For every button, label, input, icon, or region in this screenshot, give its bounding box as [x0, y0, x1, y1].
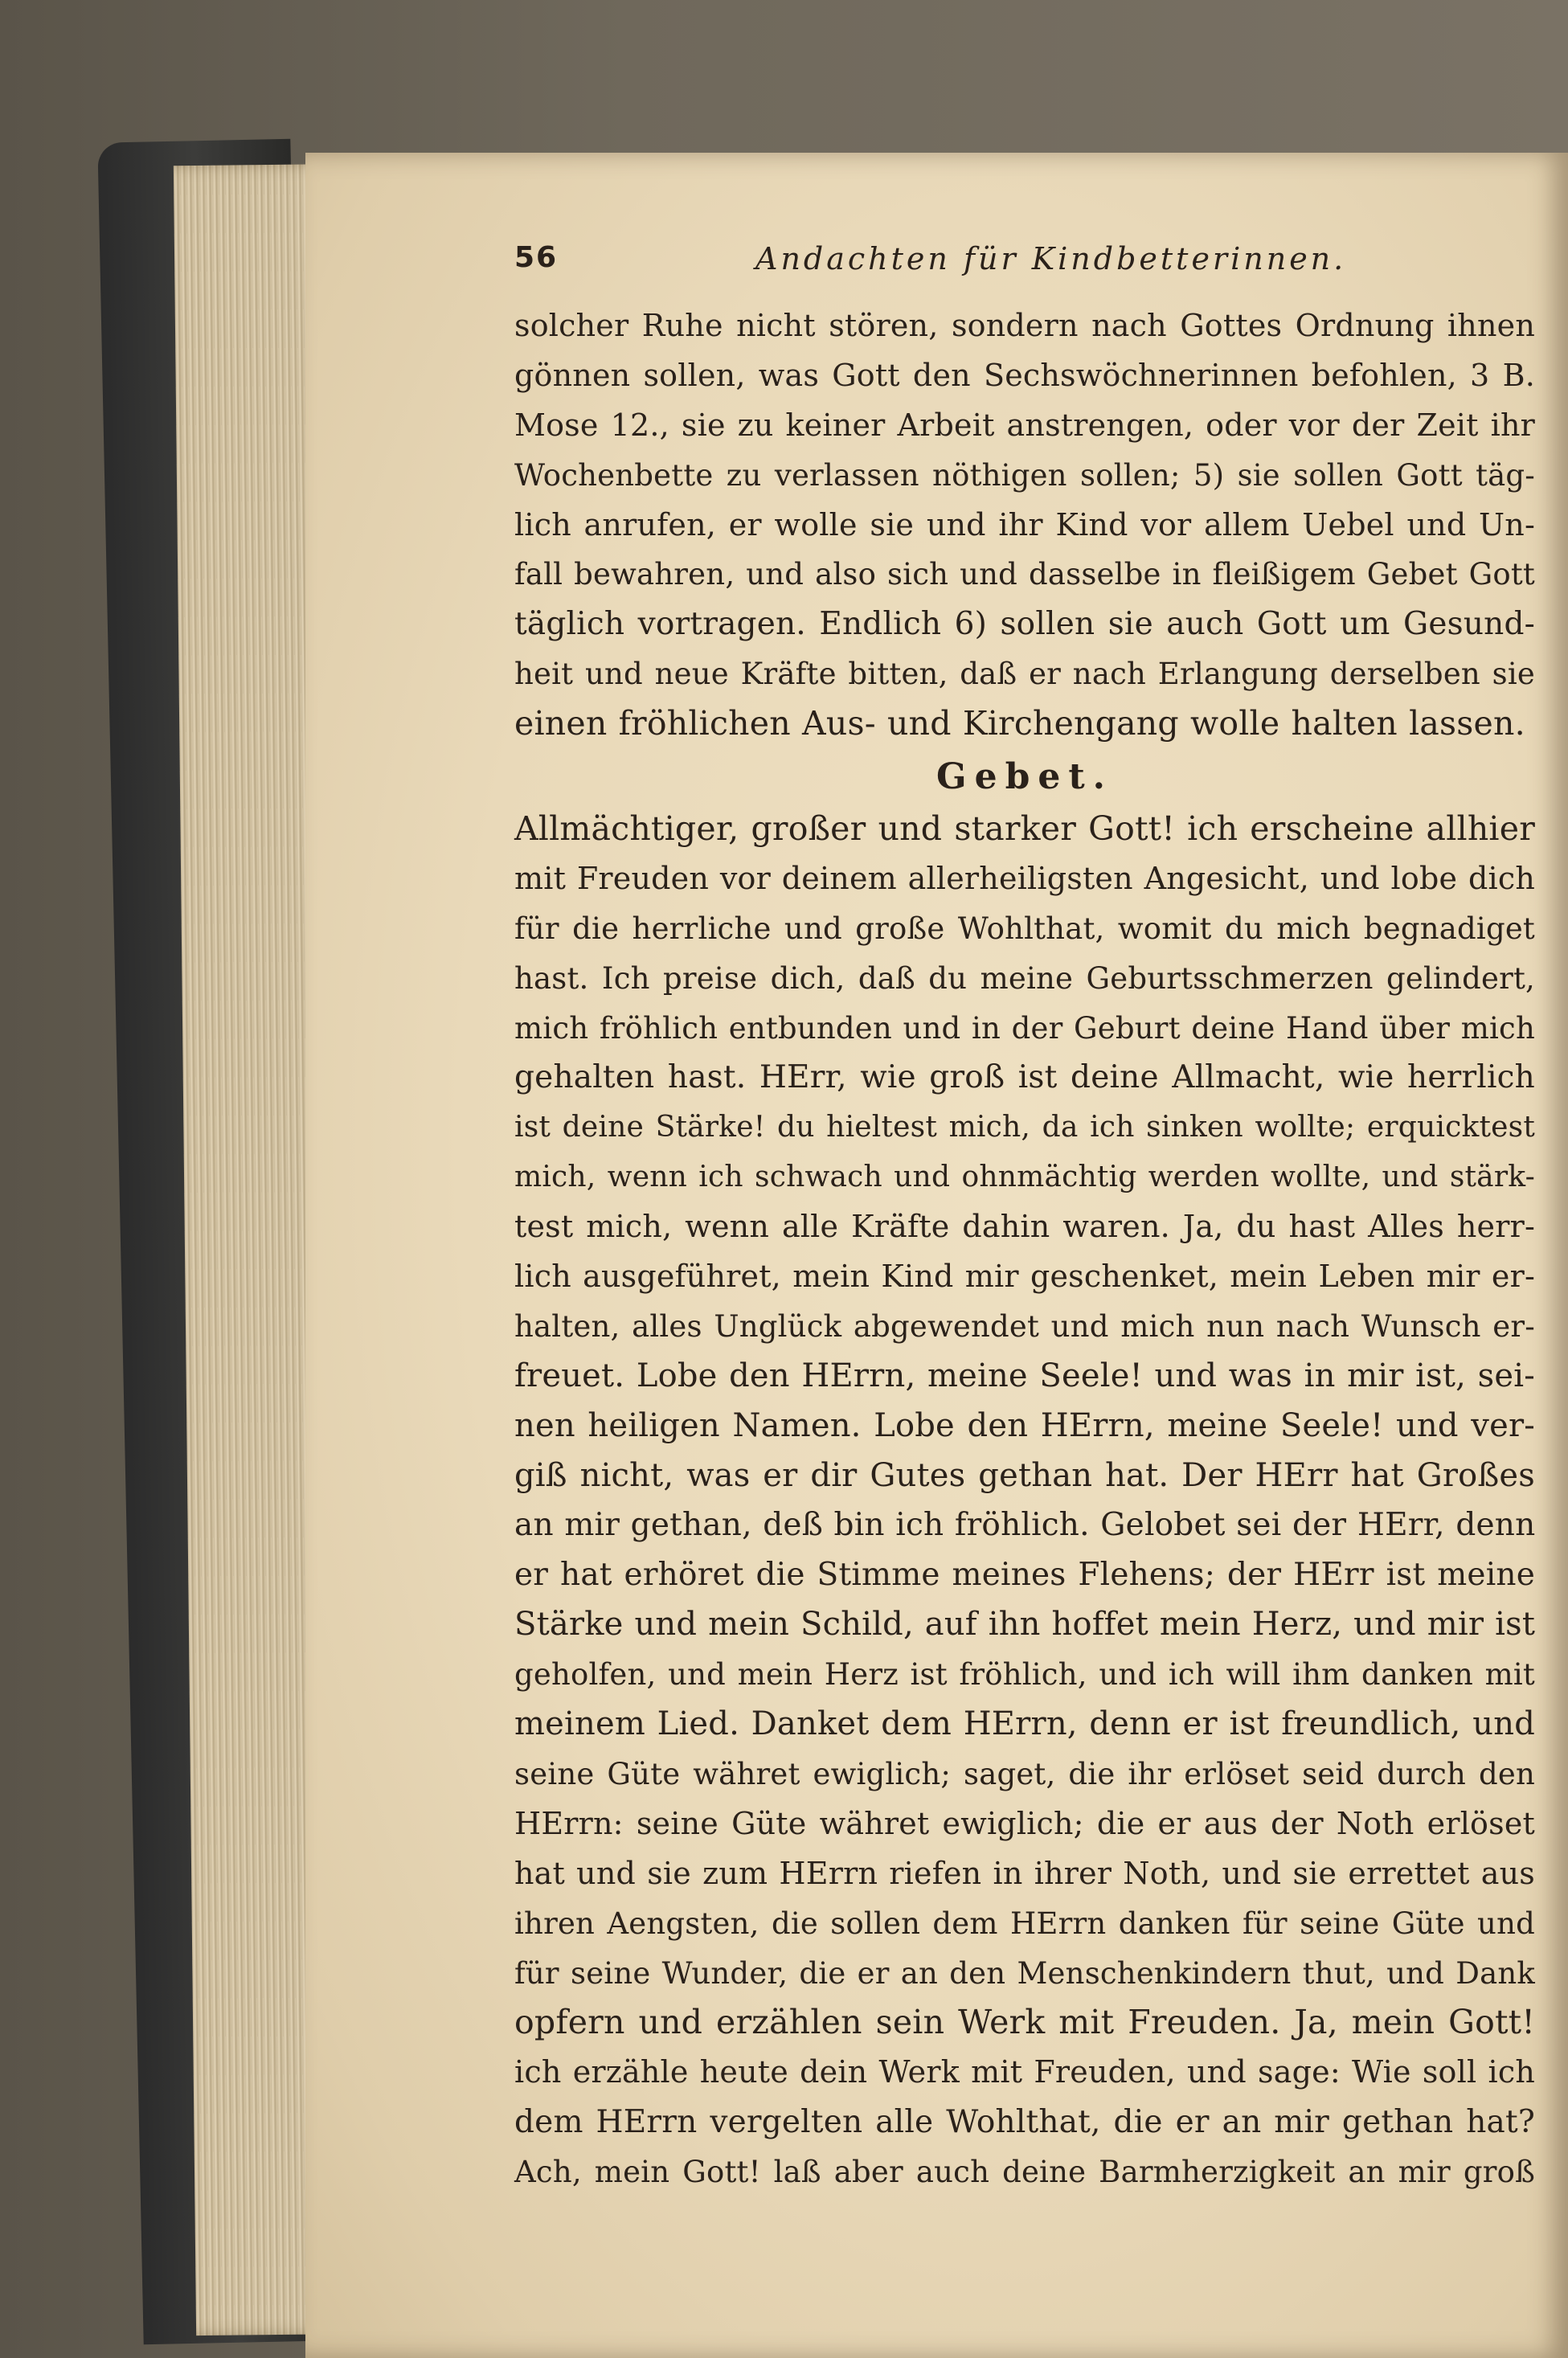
text-line: fall bewahren, und also sich und dasselbe in fleißigem Gebet Gott — [514, 557, 1535, 592]
text-line: hat und sie zum HErrn riefen in ihrer Noth, und sie errettet aus — [514, 1855, 1535, 1891]
text-line: ich erzähle heute dein Werk mit Freuden, und sage: Wie soll ich — [514, 2054, 1535, 2090]
text-line: opfern und erzählen sein Werk mit Freuden. Ja, mein Gott! — [514, 2003, 1535, 2042]
text-line: einen fröhlichen Aus- und Kirchengang wolle halten lassen. — [514, 704, 1525, 743]
text-line: geholfen, und mein Herz ist fröhlich, und ich will ihm danken mit — [514, 1657, 1535, 1693]
text-line: für seine Wunder, die er an den Menschenkindern thut, und Dank — [514, 1955, 1535, 1991]
text-line: solcher Ruhe nicht stören, sondern nach Gottes Ordnung ihnen — [514, 308, 1535, 343]
text-line: seine Güte währet ewiglich; saget, die ihr erlöset seid durch den — [514, 1756, 1535, 1791]
text-line: giß nicht, was er dir Gutes gethan hat. Der HErr hat Großes — [514, 1456, 1535, 1494]
text-line: er hat erhöret die Stimme meines Flehens; der HErr ist meine — [514, 1557, 1535, 1594]
text-line: Stärke und mein Schild, auf ihn hoffet mein Herz, und mir ist — [514, 1606, 1536, 1644]
text-line: mich fröhlich entbunden und in der Geburt deine Hand über mich — [514, 1010, 1535, 1046]
text-line: gehalten hast. HErr, wie groß ist deine Allmacht, wie herrlich — [514, 1059, 1535, 1096]
text-line: nen heiligen Namen. Lobe den HErrn, meine Seele! und ver- — [514, 1406, 1535, 1444]
text-line: test mich, wenn alle Kräfte dahin waren. Ja, du hast Alles herr- — [514, 1209, 1535, 1245]
text-line: Ach, mein Gott! laß aber auch deine Barmherzigkeit an mir groß — [514, 2155, 1535, 2190]
section-heading: Gebet. — [936, 756, 1113, 798]
running-header — [514, 241, 1519, 289]
text-line: meinem Lied. Danket dem HErrn, denn er ist freundlich, und — [514, 1705, 1535, 1743]
text-line: lich ausgeführet, mein Kind mir geschenket, mein Leben mir er- — [514, 1259, 1535, 1295]
page-number: 56 — [514, 241, 559, 274]
running-title: Andachten für Kindbetterinnen. — [755, 241, 1347, 276]
intro-paragraph — [514, 301, 1535, 749]
text-line: ist deine Stärke! du hieltest mich, da ich sinken wollte; erquicktest — [514, 1111, 1535, 1144]
text-line: halten, alles Unglück abgewendet und mich nun nach Wunsch er- — [514, 1308, 1535, 1344]
text-line: an mir gethan, deß bin ich fröhlich. Gelobet sei der HErr, denn — [514, 1507, 1536, 1544]
text-line: für die herrliche und große Wohlthat, womit du mich begnadiget — [514, 911, 1535, 946]
text-line: dem HErrn vergelten alle Wohlthat, die er an mir gethan hat? — [514, 2104, 1535, 2141]
text-line: gönnen sollen, was Gott den Sechswöchnerinnen befohlen, 3 B. — [514, 357, 1535, 393]
text-line: HErrn: seine Güte währet ewiglich; die er aus der Noth erlöset — [514, 1805, 1535, 1841]
text-line: lich anrufen, er wolle sie und ihr Kind vor allem Uebel und Un- — [514, 506, 1535, 542]
body-text — [514, 301, 1535, 2197]
text-line: heit und neue Kräfte bitten, daß er nach Erlangung derselben sie — [514, 657, 1535, 692]
text-line: hast. Ich preise dich, daß du meine Geburtsschmerzen gelindert, — [514, 960, 1535, 996]
text-line: täglich vortragen. Endlich 6) sollen sie auch Gott um Gesund- — [514, 606, 1535, 643]
text-line: Wochenbette zu verlassen nöthigen sollen; 5) sie sollen Gott täg- — [514, 457, 1535, 493]
text-line: Allmächtiger, großer und starker Gott! ich erscheine allhier — [514, 809, 1535, 849]
prayer-paragraph — [514, 804, 1535, 2197]
text-line: Mose 12., sie zu keiner Arbeit anstrengen, oder vor der Zeit ihr — [514, 407, 1535, 443]
text-line: freuet. Lobe den HErrn, meine Seele! und was in mir ist, sei- — [514, 1357, 1535, 1394]
text-line: mich, wenn ich schwach und ohnmächtig werden wollte, und stärk- — [514, 1161, 1535, 1194]
text-line: mit Freuden vor deinem allerheiligsten Angesicht, und lobe dich — [514, 860, 1535, 896]
text-line: ihren Aengsten, die sollen dem HErrn danken für seine Güte und — [514, 1906, 1535, 1941]
